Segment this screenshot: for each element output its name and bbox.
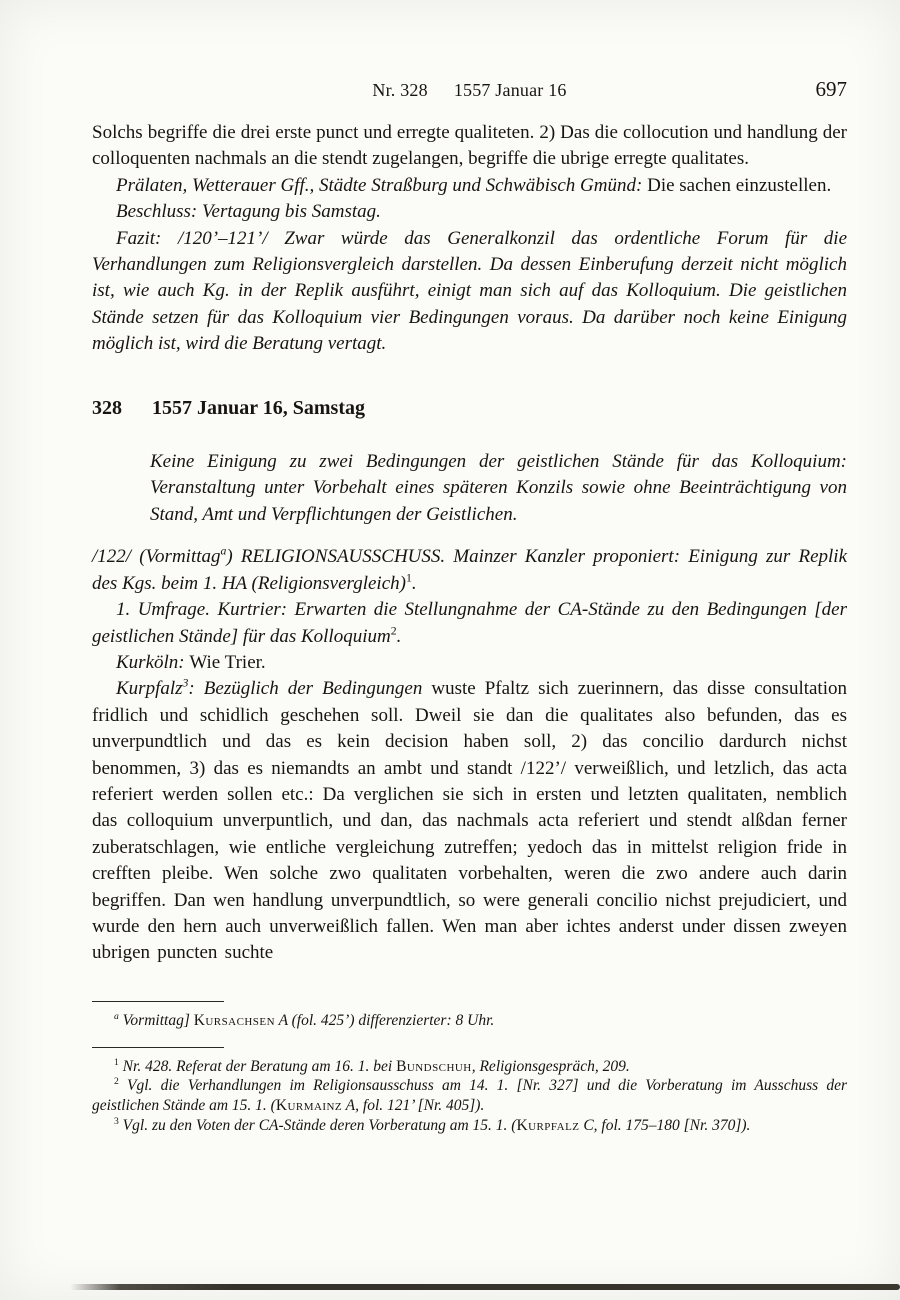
text-run: Die sachen einzustellen. <box>647 174 832 196</box>
running-title <box>92 80 847 101</box>
text-run: 1. Umfrage. Kurtrier: Erwarten die Stellungnahme der CA-Stände zu den Bedingungen [der geistlichen Stände] für das Kolloquium <box>92 599 847 647</box>
footnote-separator <box>92 1047 224 1048</box>
text-run: Kurpfalz <box>516 1116 580 1134</box>
paragraph <box>92 173 847 199</box>
text-run: Kursachsen <box>193 1011 275 1029</box>
text-run: Kurpfalz <box>116 678 183 700</box>
text-run: Vormittag] <box>118 1011 194 1029</box>
footnote-3 <box>92 1116 847 1136</box>
text-run: Nr. 428. Referat der Beratung am 16. 1. bei <box>118 1057 397 1075</box>
text-run: . <box>411 572 417 594</box>
running-title-number: Nr. 328 <box>372 80 428 100</box>
text-run: , Religionsgespräch, 209. <box>471 1057 630 1075</box>
page-number: 697 <box>815 77 847 101</box>
text-run: A, fol. 121’ [Nr. 405]). <box>342 1097 485 1115</box>
text-run: Solchs begriffe die drei erste punct und erregte qualiteten. 2) Das die collocution und handlung der colloquenten nachmals an die stendt zugelangen, begriffe die ubrige erregte qualitates. <box>92 122 847 170</box>
paragraph <box>92 544 847 597</box>
scan-edge-artifact <box>70 1284 900 1290</box>
text-run: . <box>396 625 402 647</box>
footnote-2 <box>92 1076 847 1116</box>
text-run: Vgl. die Verhandlungen im Religionsausschuss am 14. 1. [Nr. 327] und die Vorberatung im Ausschuss der geistlichen Stände am 15. 1. ( <box>92 1077 847 1115</box>
text-run: Prälaten, Wetterauer Gff., Städte Straßburg und Schwäbisch Gmünd: <box>116 174 648 196</box>
text-run: ) RELIGIONSAUSSCHUSS. Mainzer Kanzler proponiert: Einigung zur Replik des Kgs. beim 1. HA (Religionsvergleich) <box>92 546 848 594</box>
paragraph <box>92 199 847 225</box>
text-run: : Bezüglich der Bedingungen <box>188 678 432 700</box>
text-run: wuste Pfaltz sich zuerinnern, das disse consultation fridlich und schidlich geschehen soll. Dweil sie dan die qualitates also befunden, das es unverpundtlich und das es kein decision haben soll, 2) das concilio dardurch nichst benommen, 3) das es niemandts an ambt und standt /122’/ verweißlich, und letzlich, das acta referiert werden sollen etc.: Da verglichen sie sich in ersten und letzten qualitaten, nemblich das colloquium unverpuntlich, und dan, das nachmals acta referiert und stendt alßdan ferner zuberatschlagen, wie entliche vergleichung zutreffen; yedoch das in mittelst religion fride in crefften pleibe. Wen solche zwo qualitaten vorbehalten, weren die zwo andere auch darin begriffen. Dan wen handlung unverpundtlich, so were generali concilio nichst prejudiciert, und wurde den hern auch unverweißlich fallen. Wen man aber ichtes anderst under dissen zweyen ubrigen puncten suchte <box>92 678 847 964</box>
paragraph <box>92 597 847 650</box>
text-run: Vgl. zu den Voten der CA-Stände deren Vorberatung am 15. 1. ( <box>118 1116 517 1134</box>
text-run: Wie Trier. <box>189 651 266 673</box>
text-run: Kurköln: <box>116 651 190 673</box>
footnote-1 <box>92 1057 847 1077</box>
footnote-marker: 2 <box>390 624 397 638</box>
footnote-a <box>92 1011 847 1031</box>
summary-paragraph <box>150 449 847 528</box>
footnote-marker: 3 <box>114 1115 119 1127</box>
footnote-separator <box>92 1001 224 1002</box>
footnote-marker: a <box>220 544 227 558</box>
text-run: Keine Einigung zu zwei Bedingungen der geistlichen Stände für das Kolloquium: Veranstaltung unter Vorbehalt eines späteren Konzils sowie ohne Beeinträchtigung von Stand, Amt und Verpflichtungen der Geistlichen. <box>150 451 847 525</box>
section-number: 328 <box>92 396 122 419</box>
text-run: Fazit: /120’–121’/ Zwar würde das Generalkonzil das ordentliche Forum für die Verhandlungen zum Religionsvergleich darstellen. Da dessen Einberufung derzeit nicht möglich ist, wie auch Kg. in der Replik ausführt, einigt man sich auf das Kolloquium. Die geistlichen Stände setzen für das Kolloquium vier Bedingungen voraus. Da darüber noch keine Einigung möglich ist, wird die Beratung vertagt. <box>92 227 847 355</box>
footnote-marker: 2 <box>114 1076 119 1088</box>
paragraph <box>92 226 847 358</box>
paragraph <box>92 650 847 676</box>
footnote-marker: 1 <box>405 571 412 585</box>
text-run: Kurmainz <box>275 1097 343 1115</box>
text-run: C, fol. 175–180 [Nr. 370]). <box>579 1116 751 1134</box>
section-heading <box>92 395 847 421</box>
text-run: Bundschuh <box>396 1057 472 1075</box>
text-run: A (fol. 425’) differenzierter: 8 Uhr. <box>274 1011 495 1029</box>
text-run: Beschluss: Vertagung bis Samstag. <box>116 201 381 223</box>
running-header <box>92 77 847 106</box>
running-title-date: 1557 Januar 16 <box>453 80 567 100</box>
footnote-marker: a <box>114 1010 119 1022</box>
paragraph <box>92 120 847 173</box>
section-title: 1557 Januar 16, Samstag <box>152 396 365 419</box>
paragraph <box>92 676 847 966</box>
text-block <box>92 120 847 1136</box>
footnote-marker: 3 <box>182 676 189 690</box>
text-run: /122/ (Vormittag <box>92 546 221 568</box>
footnote-marker: 1 <box>114 1056 119 1068</box>
